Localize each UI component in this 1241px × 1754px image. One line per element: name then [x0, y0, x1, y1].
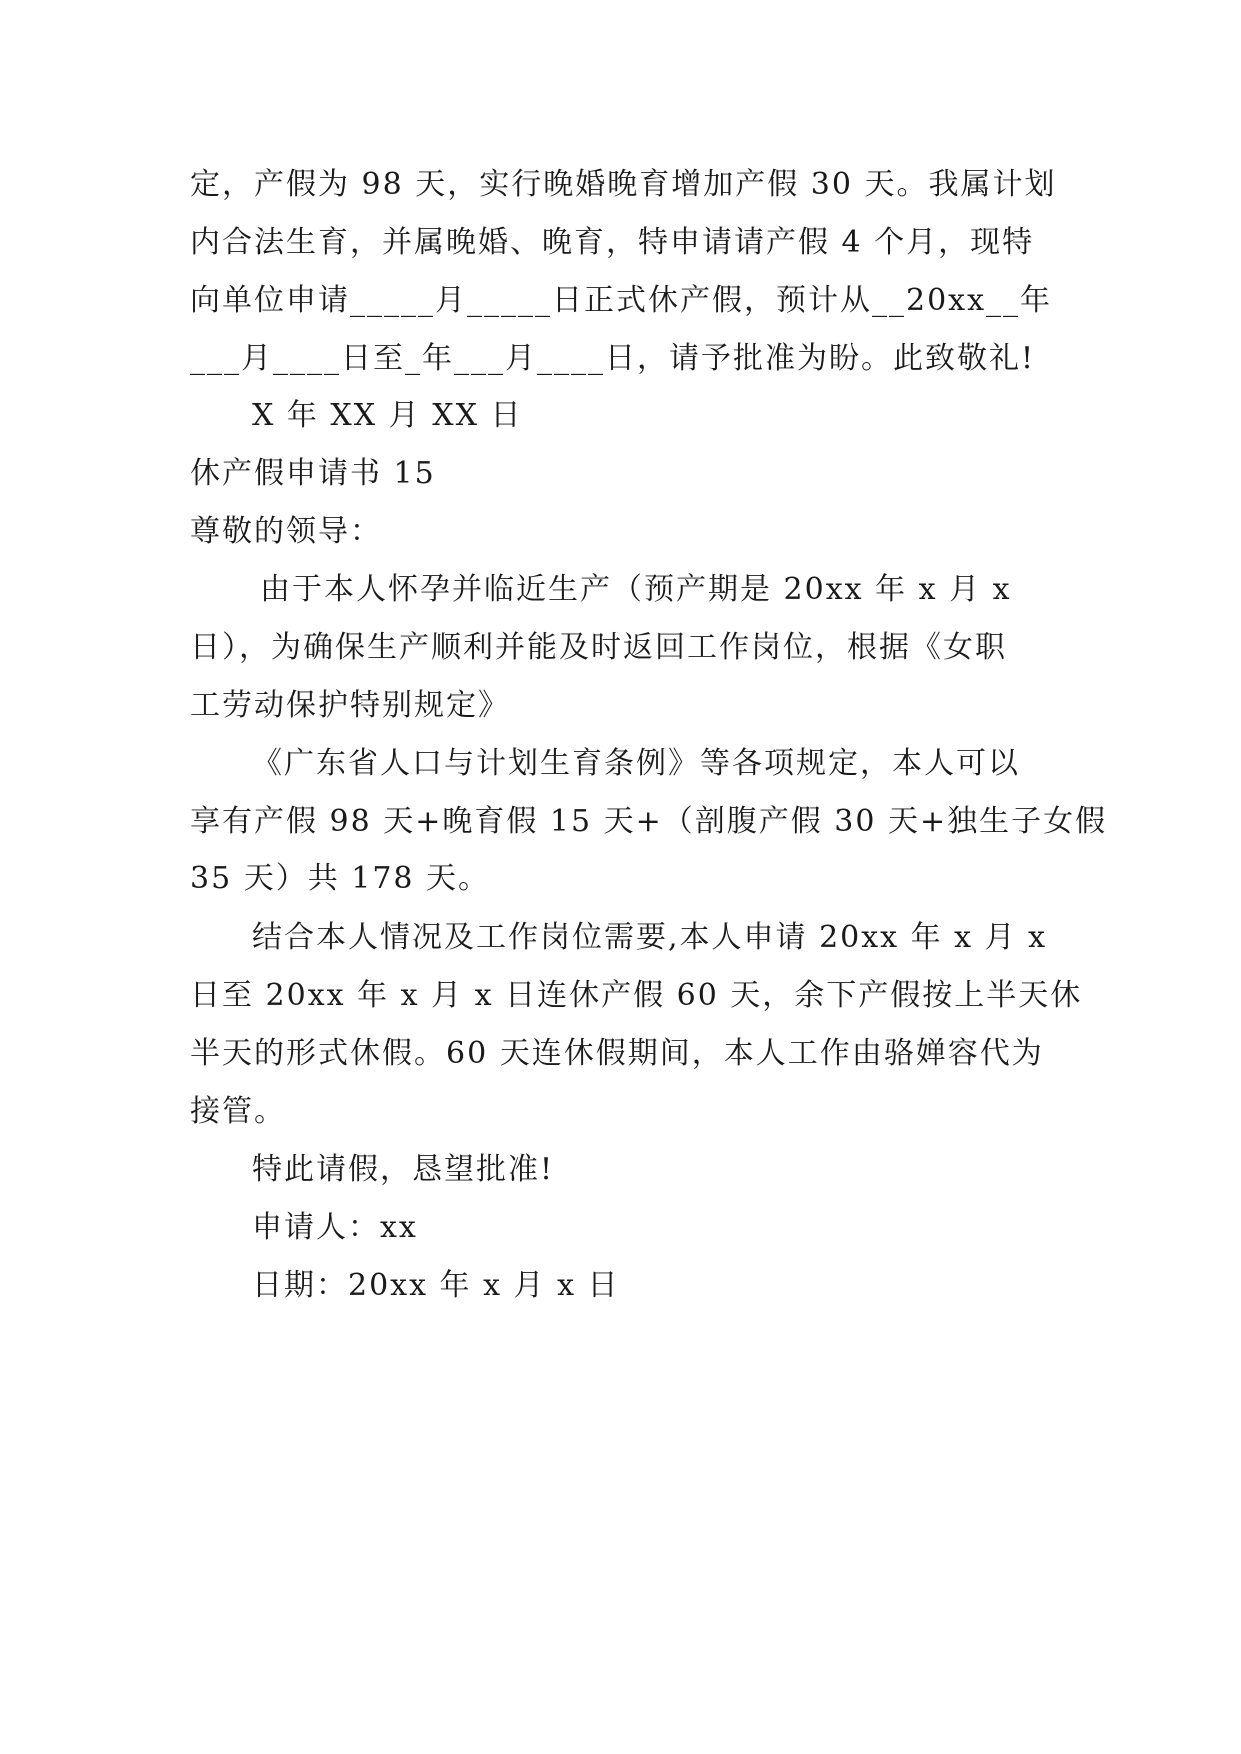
text-line: 35 天）共 178 天。 — [190, 861, 491, 896]
text-line: 结合本人情况及工作岗位需要,本人申请 20xx 年 x 月 x — [252, 920, 1048, 955]
section-title: 休产假申请书 15 — [190, 456, 436, 491]
applicant-line: 申请人：xx — [252, 1210, 418, 1245]
closing-line: 特此请假，恳望批准! — [252, 1152, 555, 1187]
text-line: 内合法生育，并属晚婚、晚育，特申请请产假 4 个月，现特 — [190, 225, 1035, 260]
text-line: 半天的形式休假。60 天连休假期间，本人工作由骆婵容代为 — [190, 1036, 1044, 1071]
date-line: X 年 XX 月 XX 日 — [252, 398, 523, 433]
date-signature-line: 日期：20xx 年 x 月 x 日 — [252, 1268, 620, 1303]
text-line: ___月____日至_年___月____日，请予批准为盼。此致敬礼! — [190, 341, 1036, 376]
text-line: 接管。 — [190, 1094, 286, 1129]
text-line: 《广东省人口与计划生育条例》等各项规定，本人可以 — [252, 746, 1020, 781]
salutation: 尊敬的领导： — [190, 514, 382, 549]
text-line: 工劳动保护特别规定》 — [190, 688, 510, 723]
text-line: 向单位申请_____月_____日正式休产假，预计从__20xx__年 — [190, 283, 1053, 318]
text-line: 日），为确保生产顺利并能及时返回工作岗位，根据《女职 — [190, 630, 1007, 665]
text-line: 享有产假 98 天+晚育假 15 天+（剖腹产假 30 天+独生子女假 — [190, 804, 1108, 839]
text-line: 日至 20xx 年 x 月 x 日连休产假 60 天，余下产假按上半天休 — [190, 978, 1083, 1013]
text-line: 由于本人怀孕并临近生产（预产期是 20xx 年 x 月 x — [260, 572, 1012, 607]
text-line: 定，产假为 98 天，实行晚婚晚育增加产假 30 天。我属计划 — [190, 167, 1057, 202]
